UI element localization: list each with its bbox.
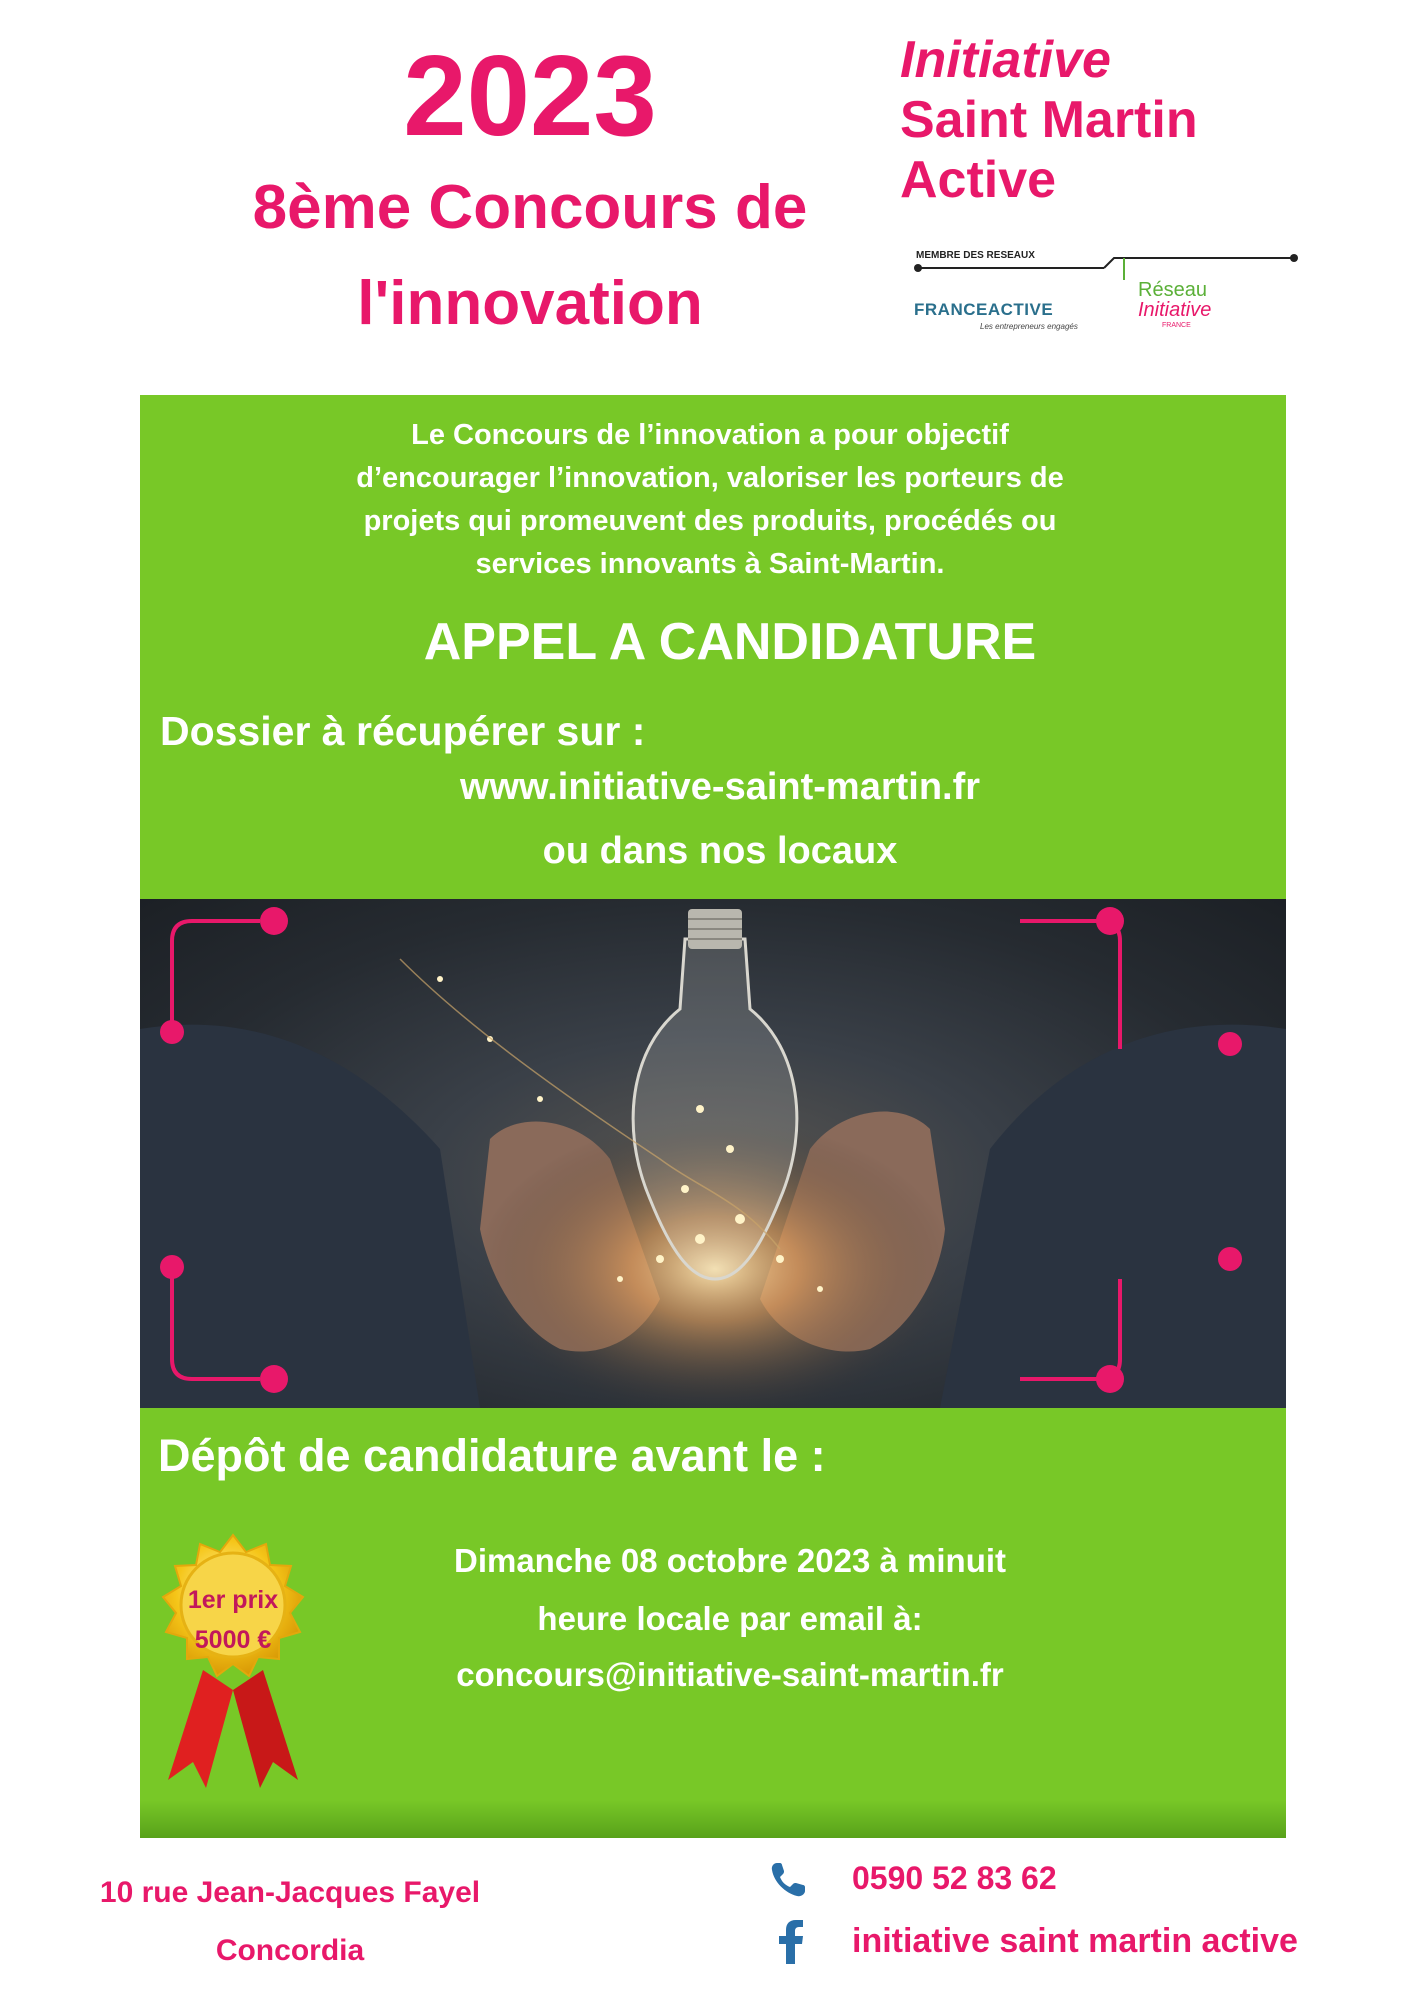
logo-line3: Active (900, 151, 1057, 209)
france-active-tagline: Les entrepreneurs engagés (980, 322, 1078, 331)
initiative-label: Initiative (1138, 299, 1212, 321)
intro-text (290, 414, 1130, 586)
lightbulb-photo (140, 899, 1286, 1408)
logo-line1: Initiative (900, 31, 1111, 89)
prize-badge (148, 1580, 318, 1660)
contest-title-line2: l'innovation (357, 269, 703, 338)
organization-logo (900, 30, 1290, 350)
address (60, 1864, 520, 1980)
intro-line: services innovants à Saint-Martin. (475, 548, 945, 580)
phone-icon (768, 1860, 808, 1900)
deadline-note: heure locale par email à: (537, 1600, 923, 1637)
call-for-applications-heading: APPEL A CANDIDATURE (423, 613, 1037, 671)
prize-amount: 5000 € (194, 1626, 272, 1654)
contest-title (130, 160, 930, 352)
intro-line: Le Concours de l’innovation a pour objectif (411, 419, 1009, 451)
contest-title-line1: 8ème Concours de (252, 173, 808, 242)
facebook-page[interactable]: initiative saint martin active (852, 1922, 1298, 1960)
logo-member-label: MEMBRE DES RESEAUX (916, 250, 1035, 261)
address-line1: 10 rue Jean-Jacques Fayel (99, 1876, 481, 1909)
phone-number[interactable]: 0590 52 83 62 (852, 1860, 1057, 1896)
dossier-label: Dossier à récupérer sur : (160, 708, 646, 754)
website-link[interactable]: www.initiative-saint-martin.fr (459, 766, 981, 808)
deadline-label: Dépôt de candidature avant le : (158, 1430, 826, 1481)
prize-rank: 1er prix (187, 1586, 279, 1614)
premises-note: ou dans nos locaux (542, 830, 898, 872)
france-active-logo: FRANCEACTIVE (914, 300, 1054, 319)
medal-icon (148, 1530, 318, 1790)
reseau-label: Réseau (1138, 279, 1207, 301)
intro-line: d’encourager l’innovation, valoriser les porteurs de (356, 462, 1064, 494)
contact-email[interactable]: concours@initiative-saint-martin.fr (456, 1656, 1004, 1693)
address-line2: Concordia (215, 1934, 365, 1967)
reseau-initiative-logo (1138, 280, 1211, 320)
year-title: 2023 (403, 33, 657, 160)
panel-shadow (140, 1800, 1286, 1838)
logo-line2: Saint Martin (900, 91, 1198, 149)
facebook-icon (776, 1920, 806, 1964)
reseau-france-label: FRANCE (1162, 322, 1191, 329)
lightbulb-icon (140, 899, 1286, 1408)
intro-line: projets qui promeuvent des produits, procédés ou (363, 505, 1057, 537)
deadline-date: Dimanche 08 octobre 2023 à minuit (453, 1542, 1007, 1579)
